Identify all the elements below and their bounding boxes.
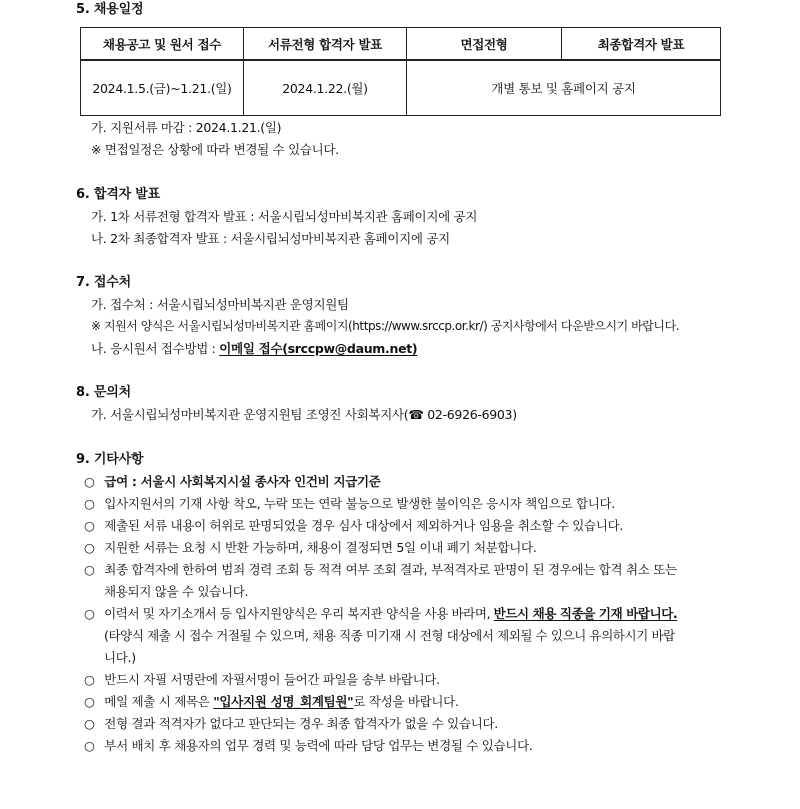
bullet-icon: ○ bbox=[84, 518, 95, 533]
application-method-label: 나. 응시원서 접수방법 : bbox=[91, 341, 220, 356]
section-7-heading: 7. 접수처 bbox=[76, 275, 131, 290]
deadline-line: 가. 지원서류 마감 : 2024.1.21.(일) bbox=[91, 120, 282, 135]
list-item bbox=[84, 538, 537, 556]
schedule-cell-document-result: 2024.1.22.(월) bbox=[244, 60, 407, 116]
list-item bbox=[84, 736, 533, 754]
list-item-text: 이력서 및 자기소개서 등 입사지원양식은 우리 복지관 양식을 사용 바라며, bbox=[104, 606, 494, 621]
list-item bbox=[84, 472, 381, 490]
list-item-text: 입사지원서의 기재 사항 착오, 누락 또는 연락 불능으로 발생한 불이익은 응시자 책임으로 합니다. bbox=[104, 496, 615, 511]
contact-line: 가. 서울시립뇌성마비복지관 운영지원팀 조영진 사회복지사(☎ 02-6926-6903) bbox=[91, 407, 517, 422]
bullet-icon: ○ bbox=[84, 606, 95, 621]
first-result-line: 가. 1차 서류전형 합격자 발표 : 서울시립뇌성마비복지관 홈페이지에 공지 bbox=[91, 209, 478, 224]
list-item bbox=[84, 604, 677, 622]
list-item bbox=[84, 560, 677, 578]
schedule-header-row bbox=[81, 28, 721, 61]
list-item-text: 반드시 자필 서명란에 자필서명이 들어간 파일을 송부 바랍니다. bbox=[104, 672, 440, 687]
list-item-text: 전형 결과 적격자가 없다고 판단되는 경우 최종 합격자가 없을 수 있습니다. bbox=[104, 716, 498, 731]
section-6-heading: 6. 합격자 발표 bbox=[76, 187, 161, 202]
bullet-icon: ○ bbox=[84, 562, 95, 577]
second-result-line: 나. 2차 최종합격자 발표 : 서울시립뇌성마비복지관 홈페이지에 공지 bbox=[91, 231, 450, 246]
list-item bbox=[84, 670, 440, 688]
list-item-continuation: (타양식 제출 시 접수 거절될 수 있으며, 채용 직종 미기재 시 전형 대상에서 제외될 수 있으니 유의하시기 바랍 bbox=[104, 628, 675, 643]
list-item-text: 지원한 서류는 요청 시 반환 가능하며, 채용이 결정되면 5일 이내 폐기 처분합니다. bbox=[104, 540, 537, 555]
schedule-value-row bbox=[81, 60, 721, 116]
list-item-continuation: 니다.) bbox=[104, 650, 136, 665]
bullet-icon: ○ bbox=[84, 496, 95, 511]
list-item bbox=[84, 692, 459, 710]
schedule-cell-interview-final: 개별 통보 및 홈페이지 공지 bbox=[407, 60, 721, 116]
bullet-icon: ○ bbox=[84, 540, 95, 555]
list-item bbox=[84, 516, 623, 534]
list-item-text: 로 작성을 바랍니다. bbox=[353, 694, 459, 709]
schedule-cell-application: 2024.1.5.(금)~1.21.(일) bbox=[81, 60, 244, 116]
email-application-link[interactable]: 이메일 접수(srccpw@daum.net) bbox=[219, 341, 418, 356]
section-8-heading: 8. 문의처 bbox=[76, 385, 131, 400]
schedule-header-cell: 최종합격자 발표 bbox=[562, 28, 721, 61]
form-download-note: ※ 지원서 양식은 서울시립뇌성마비복지관 홈페이지(https://www.srccp.or.kr/) 공지사항에서 다운받으시기 바랍니다. bbox=[91, 319, 680, 333]
section-9-heading: 9. 기타사항 bbox=[76, 452, 144, 467]
schedule-header-cell: 서류전형 합격자 발표 bbox=[244, 28, 407, 61]
list-item-continuation: 채용되지 않을 수 있습니다. bbox=[104, 584, 249, 599]
list-item bbox=[84, 714, 498, 732]
list-item-text: 최종 합격자에 한하여 범죄 경력 조회 등 적격 여부 조회 결과, 부적격자로 판명이 된 경우에는 합격 취소 또는 bbox=[104, 562, 677, 577]
list-item bbox=[84, 494, 615, 512]
schedule-table bbox=[80, 27, 721, 116]
bullet-icon: ○ bbox=[84, 716, 95, 731]
list-item-text: 제출된 서류 내용이 허위로 판명되었을 경우 심사 대상에서 제외하거나 임용을 취소할 수 있습니다. bbox=[104, 518, 624, 533]
mail-subject-format: "입사지원 성명_회계팀원" bbox=[213, 694, 354, 709]
salary-text: 급여 : 서울시 사회복지시설 종사자 인건비 지급기준 bbox=[104, 474, 381, 489]
schedule-header-cell: 채용공고 및 원서 접수 bbox=[81, 28, 244, 61]
list-item-emphasis: 반드시 채용 직종을 기재 바랍니다. bbox=[493, 606, 678, 621]
bullet-icon: ○ bbox=[84, 694, 95, 709]
list-item-text: 메일 제출 시 제목은 bbox=[104, 694, 214, 709]
bullet-icon: ○ bbox=[84, 672, 95, 687]
application-method-line bbox=[91, 339, 417, 357]
bullet-icon: ○ bbox=[84, 738, 95, 753]
schedule-header-cell: 면접전형 bbox=[407, 28, 562, 61]
bullet-icon: ○ bbox=[84, 474, 95, 489]
reception-line: 가. 접수처 : 서울시립뇌성마비복지관 운영지원팀 bbox=[91, 297, 349, 312]
list-item-text: 부서 배치 후 채용자의 업무 경력 및 능력에 따라 담당 업무는 변경될 수 있습니다. bbox=[104, 738, 533, 753]
interview-note: ※ 면접일정은 상황에 따라 변경될 수 있습니다. bbox=[91, 142, 339, 157]
section-5-heading: 5. 채용일정 bbox=[76, 2, 144, 17]
